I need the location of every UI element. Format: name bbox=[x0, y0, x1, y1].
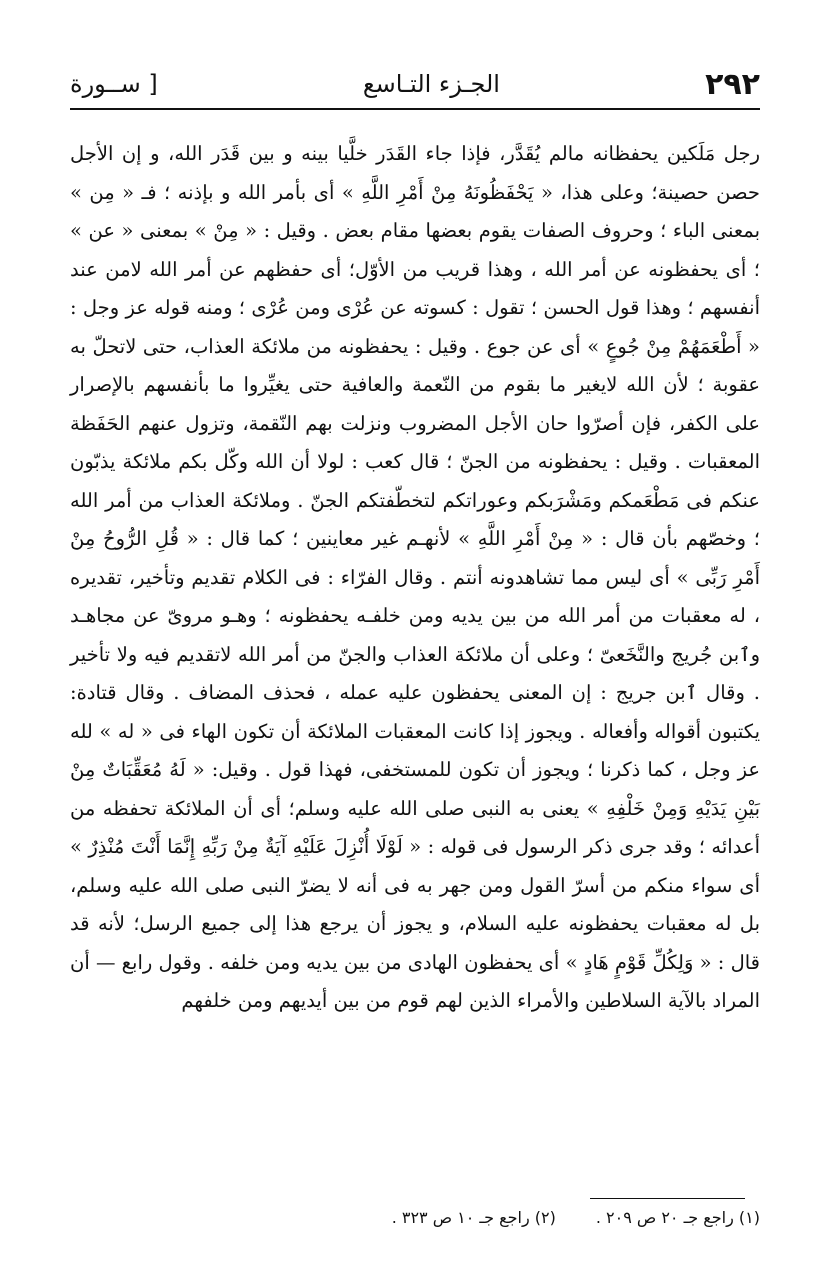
main-text bbox=[70, 135, 760, 1021]
footnote-1: (١) راجع جـ ٢٠ ص ٢٠٩ . bbox=[595, 1208, 760, 1227]
page-number: ٢٩٢ bbox=[705, 66, 760, 102]
footnote-2: (٢) راجع جـ ١٠ ص ٣٢٣ . bbox=[391, 1208, 556, 1227]
surah-label: [ ســورة bbox=[70, 70, 158, 98]
footnote-divider bbox=[590, 1198, 745, 1199]
body-paragraph: رجل مَلَكين يحفظانه مالم يُقَدَّر، فإذا جاء القَدَر خلَّيا بينه و بين قَدَر الله، و إن الأجل حصن حصينة؛ وعلى هذا، « يَحْفَظُونَهُ مِنْ أَمْرِ اللَّهِ » أى بأمر الله و بإذنه ؛ فـ « مِن » بمعنى الباء ؛ وحروف الصفات يقوم بعضها مقام بعض . وقيل : « مِنْ » بمعنى « عن » ؛ أى يحفظونه عن أمر الله ، وهذا قريب من الأوّل؛ أى حفظهم عن أمر الله لامن عند أنفسهم ؛ وهذا قول الحسن ؛ تقول : كسوته عن عُرْى ومن عُرْى ؛ ومنه قوله عز وجل : « أَطْعَمَهُمْ مِنْ جُوعٍ » أى عن جوع . وقيل : يحفظونه من ملائكة العذاب، حتى لاتحلّ به عقوبة ؛ لأن الله لايغير ما بقوم من النّعمة والعافية حتى يغيِّروا ما بأنفسهم بالإصرار على الكفر، فإن أصرّوا حان الأجل المضروب ونزلت بهم النّقمة، وتزول عنهم الحَفَظة المعقبات . وقيل : يحفظونه من الجنّ ؛ قال كعب : لولا أن الله وكّل بكم ملائكة يذبّون عنكم فى مَطْعَمكم ومَشْرَبكم وعوراتكم لتخطّفتكم الجنّ . وملائكة العذاب من أمر الله ؛ وخصّهم بأن قال : « مِنْ أَمْرِ اللَّهِ » لأنهـم غير معاينين ؛ كما قال : « قُلِ الرُّوحُ مِنْ أَمْرِ رَبِّى » أى ليس مما تشاهدونه أنتم . وقال الفرّاء : فى الكلام تقديم وتأخير، تقديره ، له معقبات من أمر الله من بين يديه ومن خلفـه يحفظونه ؛ وهـو مروىّ عن مجاهـد وٱبن جُريج والنَّخَعىّ ؛ وعلى أن ملائكة العذاب والجنّ من أمر الله لاتقديم فيه ولا تأخير . وقال ٱبن جريج : إن المعنى يحفظون عليه عمله ، فحذف المضاف . وقال قتادة: يكتبون أقواله وأفعاله . ويجوز إذا كانت المعقبات الملائكة أن تكون الهاء فى « له » لله عز وجل ، كما ذكرنا ؛ ويجوز أن تكون للمستخفى، فهذا قول . وقيل: « لَهُ مُعَقِّبَاتٌ مِنْ بَيْنِ يَدَيْهِ وَمِنْ خَلْفِهِ » يعنى به النبى صلى الله عليه وسلم؛ أى أن الملائكة تحفظه من أعدائه ؛ وقد جرى ذكر الرسول فى قوله : « لَوْلَا أُنْزِلَ عَلَيْهِ آيَةٌ مِنْ رَبِّهِ إِنَّمَا أَنْتَ مُنْذِرٌ » أى سواء منكم من أسرّ القول ومن جهر به فى أنه لا يضرّ النبى صلى الله عليه وسلم، بل له معقبات يحفظونه عليه السلام، و يجوز أن يرجع هذا إلى جميع الرسل؛ لأنه قد قال : « وَلِكُلِّ قَوْمٍ هَادٍ » أى يحفظون الهادى من بين يديه ومن خلفه . وقول رابع — أن المراد بالآية السلاطين والأمراء الذين لهم قوم من بين أيديهم ومن خلفهم bbox=[70, 142, 760, 1012]
header-divider bbox=[70, 108, 760, 110]
footnotes bbox=[230, 1208, 760, 1227]
running-title: الجـزء التـاسع bbox=[362, 70, 500, 98]
page-header bbox=[70, 62, 760, 106]
